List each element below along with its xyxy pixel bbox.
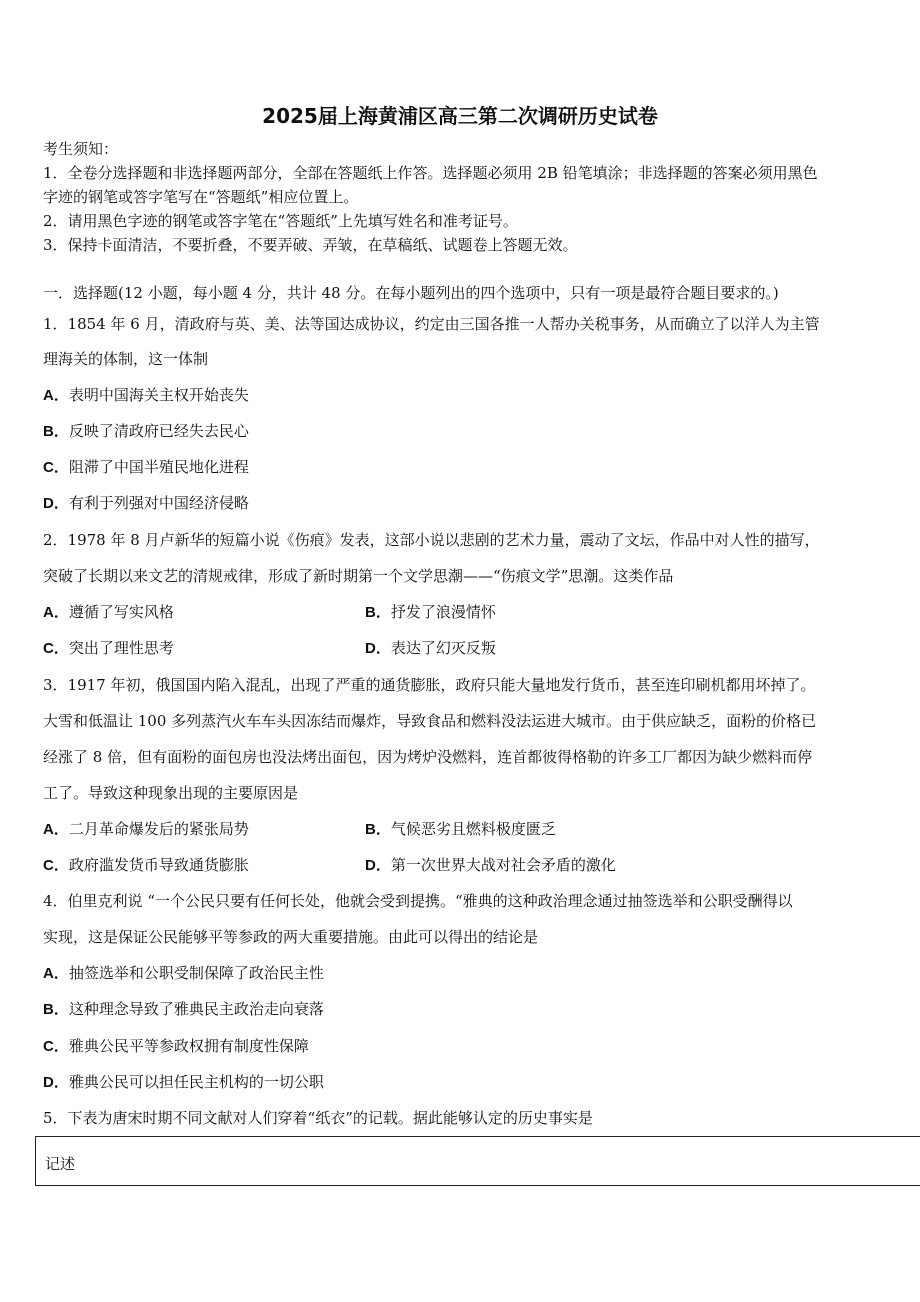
question-1-option-a	[43, 385, 249, 406]
question-3-option-b	[365, 819, 556, 840]
question-3-option-a	[43, 819, 249, 840]
option-label: A．	[43, 821, 69, 838]
question-2-option-d	[365, 638, 496, 659]
page-title: 2025届上海黄浦区高三第二次调研历史试卷	[262, 104, 658, 128]
option-label: B．	[365, 604, 391, 621]
option-text: 抒发了浪漫情怀	[390, 603, 496, 621]
question-4-option-b	[43, 999, 324, 1020]
question-4-stem: 4．伯里克利说 “一个公民只要有任何长处，他就会受到提携。“雅典的这种政治理念通过抽签选举和公职受酬得以	[43, 892, 793, 910]
question-3-option-d	[365, 855, 616, 876]
option-label: B．	[43, 1001, 69, 1018]
option-label: B．	[365, 821, 391, 838]
option-text: 雅典公民平等参政权拥有制度性保障	[68, 1037, 309, 1055]
option-text: 突出了理性思考	[68, 639, 174, 657]
option-label: C．	[43, 640, 69, 657]
option-text: 二月革命爆发后的紧张局势	[68, 820, 249, 838]
notice-item: 1．全卷分选择题和非选择题两部分，全部在答题纸上作答。选择题必须用 2B 铅笔填涂；非选择题的答案必须用黑色	[43, 164, 818, 182]
option-text: 反映了清政府已经失去民心	[68, 422, 249, 440]
question-5-stem: 5．下表为唐宋时期不同文献对人们穿着“纸衣”的记载。据此能够认定的历史事实是	[43, 1109, 593, 1127]
option-label: D．	[43, 1074, 69, 1091]
question-1-stem: 1．1854 年 6 月，清政府与英、美、法等国达成协议，约定由三国各推一人帮办关税事务，从而确立了以洋人为主管	[43, 315, 820, 333]
question-4-option-c	[43, 1036, 309, 1057]
option-label: A．	[43, 604, 69, 621]
question-1-option-d	[43, 493, 249, 514]
question-3-option-c	[43, 855, 249, 876]
table-header-cell: 记述	[45, 1155, 76, 1173]
option-label: C．	[43, 857, 69, 874]
option-label: A．	[43, 965, 69, 982]
question-3-stem: 经涨了 8 倍，但有面粉的面包房也没法烤出面包，因为烤炉没燃料，连首都彼得格勒的许多工厂都因为缺少燃料而停	[43, 748, 813, 766]
section-heading: 一．选择题(12 小题，每小题 4 分，共计 48 分。在每小题列出的四个选项中，只有一项是最符合题目要求的。)	[43, 284, 779, 302]
notice-item: 2．请用黑色字迹的钢笔或答字笔在“答题纸”上先填写姓名和准考证号。	[43, 212, 518, 230]
notice-heading: 考生须知：	[43, 140, 119, 158]
option-label: A．	[43, 387, 69, 404]
option-text: 遵循了写实风格	[68, 603, 174, 621]
option-text: 政府滥发货币导致通货膨胀	[68, 856, 249, 874]
question-3-stem: 工了。导致这种现象出现的主要原因是	[43, 784, 299, 802]
question-3-stem: 大雪和低温让 100 多列蒸汽火车车头因冻结而爆炸，导致食品和燃料没法运进大城市。由于供应缺乏，面粉的价格已	[43, 712, 817, 730]
question-2-option-a	[43, 602, 174, 623]
option-text: 第一次世界大战对社会矛盾的激化	[390, 856, 616, 874]
question-2-stem: 2．1978 年 8 月卢新华的短篇小说《伤痕》发表，这部小说以悲剧的艺术力量，震动了文坛，作品中对人性的描写，	[43, 531, 820, 549]
option-text: 这种理念导致了雅典民主政治走向衰落	[68, 1000, 324, 1018]
option-label: D．	[365, 640, 391, 657]
option-text: 表达了幻灭反叛	[390, 639, 496, 657]
option-text: 雅典公民可以担任民主机构的一切公职	[68, 1073, 324, 1091]
option-label: D．	[365, 857, 391, 874]
option-label: C．	[43, 459, 69, 476]
option-label: B．	[43, 423, 69, 440]
question-1-option-c	[43, 457, 249, 478]
question-4-option-d	[43, 1072, 324, 1093]
option-text: 抽签选举和公职受制保障了政治民主性	[68, 964, 324, 982]
records-table	[35, 1136, 920, 1186]
question-1-stem: 理海关的体制，这一体制	[43, 350, 209, 368]
option-text: 阻滞了中国半殖民地化进程	[68, 458, 249, 476]
option-label: C．	[43, 1038, 69, 1055]
notice-item: 3．保持卡面清洁，不要折叠，不要弄破、弄皱，在草稿纸、试题卷上答题无效。	[43, 236, 578, 254]
notice-item: 字迹的钢笔或答字笔写在“答题纸”相应位置上。	[43, 188, 359, 206]
question-3-stem: 3．1917 年初，俄国国内陷入混乱，出现了严重的通货膨胀，政府只能大量地发行货币，甚至连印刷机都用坏掉了。	[43, 676, 816, 694]
question-2-stem: 突破了长期以来文艺的清规戒律，形成了新时期第一个文学思潮——“伤痕文学”思潮。这类作品	[43, 567, 674, 585]
question-1-option-b	[43, 421, 249, 442]
option-label: D．	[43, 495, 69, 512]
question-2-option-b	[365, 602, 496, 623]
question-4-stem: 实现，这是保证公民能够平等参政的两大重要措施。由此可以得出的结论是	[43, 928, 539, 946]
question-4-option-a	[43, 963, 324, 984]
question-2-option-c	[43, 638, 174, 659]
option-text: 有利于列强对中国经济侵略	[68, 494, 249, 512]
option-text: 气候恶劣且燃料极度匮乏	[390, 820, 556, 838]
option-text: 表明中国海关主权开始丧失	[68, 386, 249, 404]
